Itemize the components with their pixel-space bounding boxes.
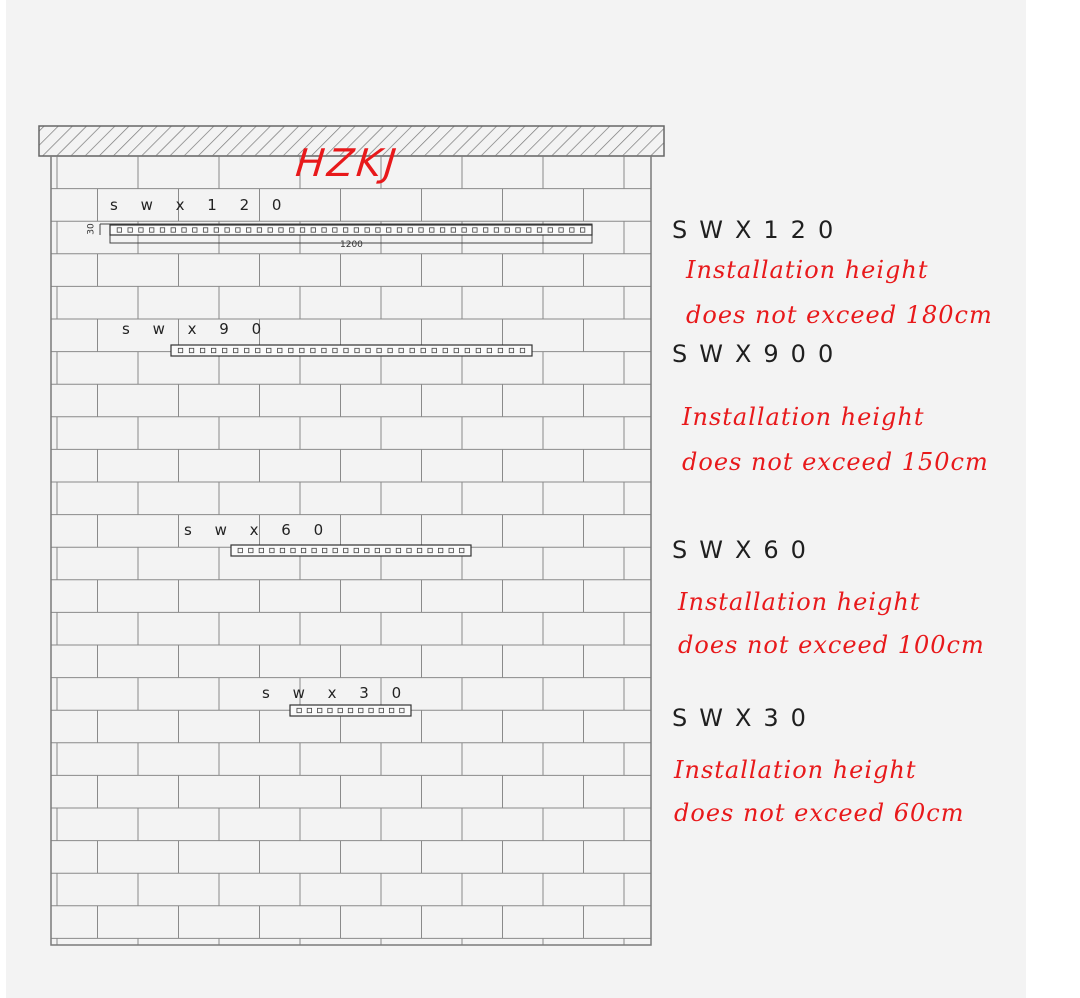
dimension-height: 30 xyxy=(86,223,97,235)
model-name-swx30: SWX30 xyxy=(672,704,818,732)
note-line2-swx30: does not exceed 60cm xyxy=(674,799,965,827)
brand-logo-text: HZKJ xyxy=(293,141,402,185)
model-name-swx120: SWX120 xyxy=(672,216,846,244)
note-line2-swx60: does not exceed 100cm xyxy=(678,631,985,659)
fixture-label-swx120: s w x 1 2 0 xyxy=(110,196,291,214)
fixture-body xyxy=(110,225,592,235)
fixture-body xyxy=(171,345,532,356)
note-line1-swx60: Installation height xyxy=(678,588,921,616)
note-line1-swx900: Installation height xyxy=(682,403,925,431)
note-line2-swx900: does not exceed 150cm xyxy=(682,448,989,476)
fixtures-group xyxy=(100,224,592,716)
model-name-swx60: SWX60 xyxy=(672,536,818,564)
model-name-swx900: SWX900 xyxy=(672,340,846,368)
fixture-body xyxy=(231,545,471,556)
note-line1-swx30: Installation height xyxy=(674,756,917,784)
note-line2-swx120: does not exceed 180cm xyxy=(686,301,993,329)
fixture-label-swx60: s w x 6 0 xyxy=(184,521,333,539)
fixture-bar-swx90 xyxy=(171,345,532,356)
dimension-width: 1200 xyxy=(340,240,363,250)
note-line1-swx120: Installation height xyxy=(686,256,929,284)
fixture-label-swx30: s w x 3 0 xyxy=(262,684,411,702)
fixture-body xyxy=(290,705,411,716)
fixture-label-swx90: s w x 9 0 xyxy=(122,320,271,338)
fixture-bar-swx60 xyxy=(231,545,471,556)
fixture-bar-swx30 xyxy=(290,705,411,716)
